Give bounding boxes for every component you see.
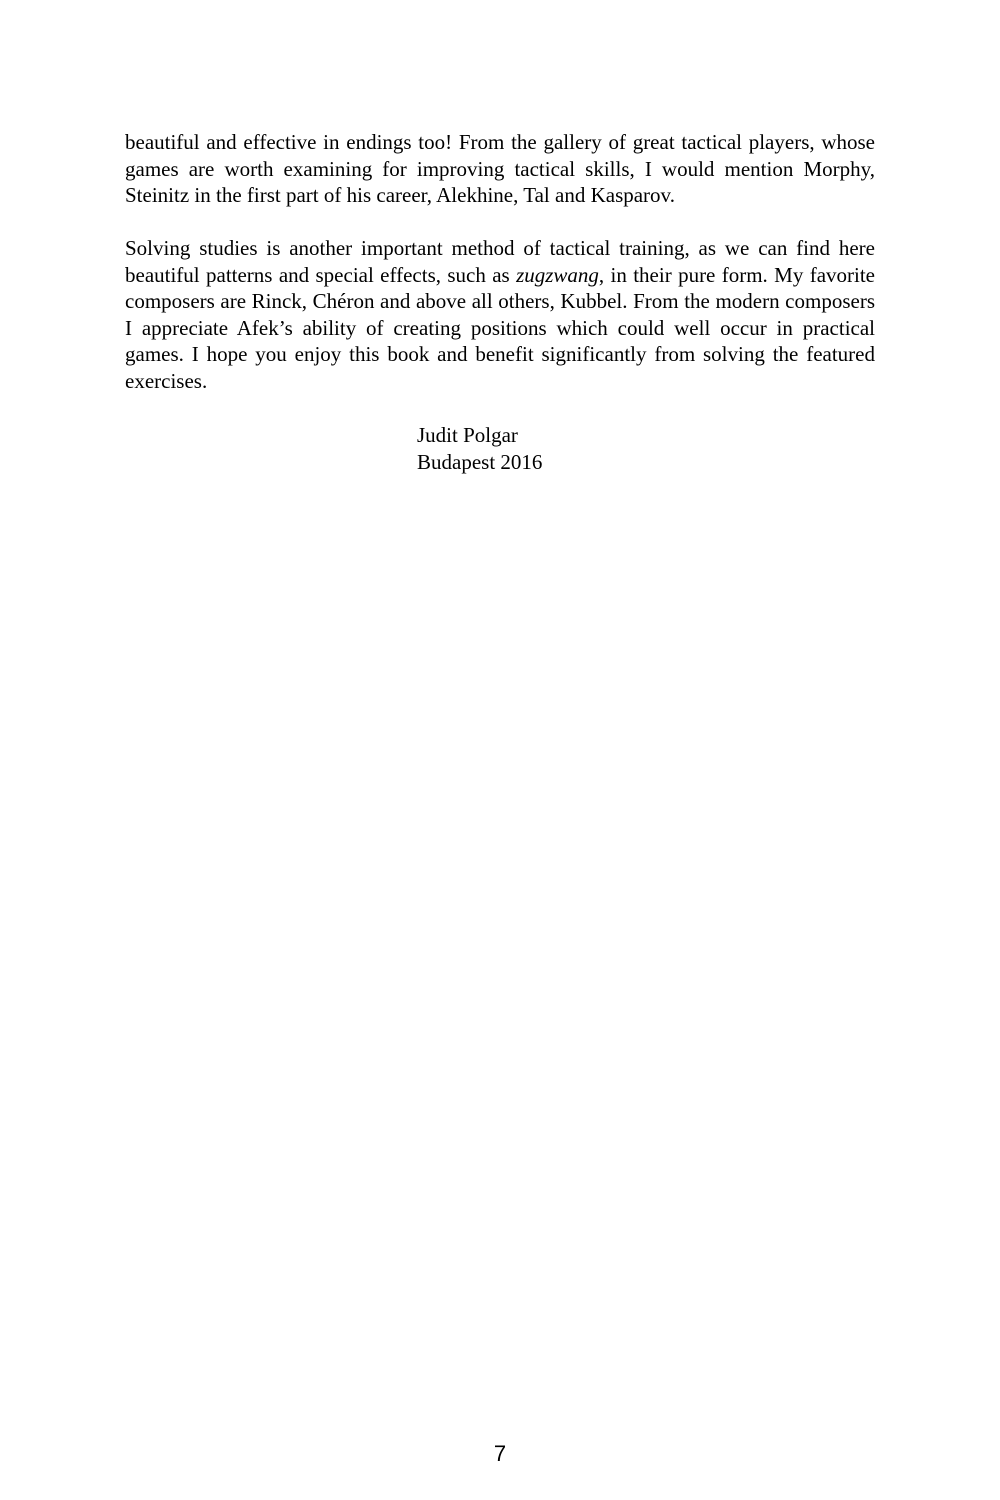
italic-term-zugzwang: zugzwang — [516, 262, 599, 287]
paragraph-tactical-players: beautiful and effective in endings too! From the gallery of great tactical players, whose games are worth examining for improving tactical skills, I would mention Morphy, Steinitz in the first part of his career, Alekhine, Tal and Kasparov. — [125, 130, 875, 207]
paragraph-text-segment: Solving studies is another important method of tactical training, as we can find here beautiful patterns and special effects, such as — [125, 236, 875, 287]
author-name: Judit Polgar — [417, 423, 518, 447]
place-and-date: Budapest 2016 — [417, 449, 543, 474]
paragraph-text-segment: , in their pure form. My favorite composers are Rinck, Chéron and above all others, Kubbel. From the modern composers I appreciate Afek’s ability of creating positions which could well occur in practical games. I hope you enjoy this book and benefit significantly from solving the featured exercises. — [125, 262, 875, 393]
page-number: 7 — [493, 1441, 507, 1466]
paragraph-solving-studies — [125, 235, 875, 394]
signature-block — [417, 422, 542, 475]
